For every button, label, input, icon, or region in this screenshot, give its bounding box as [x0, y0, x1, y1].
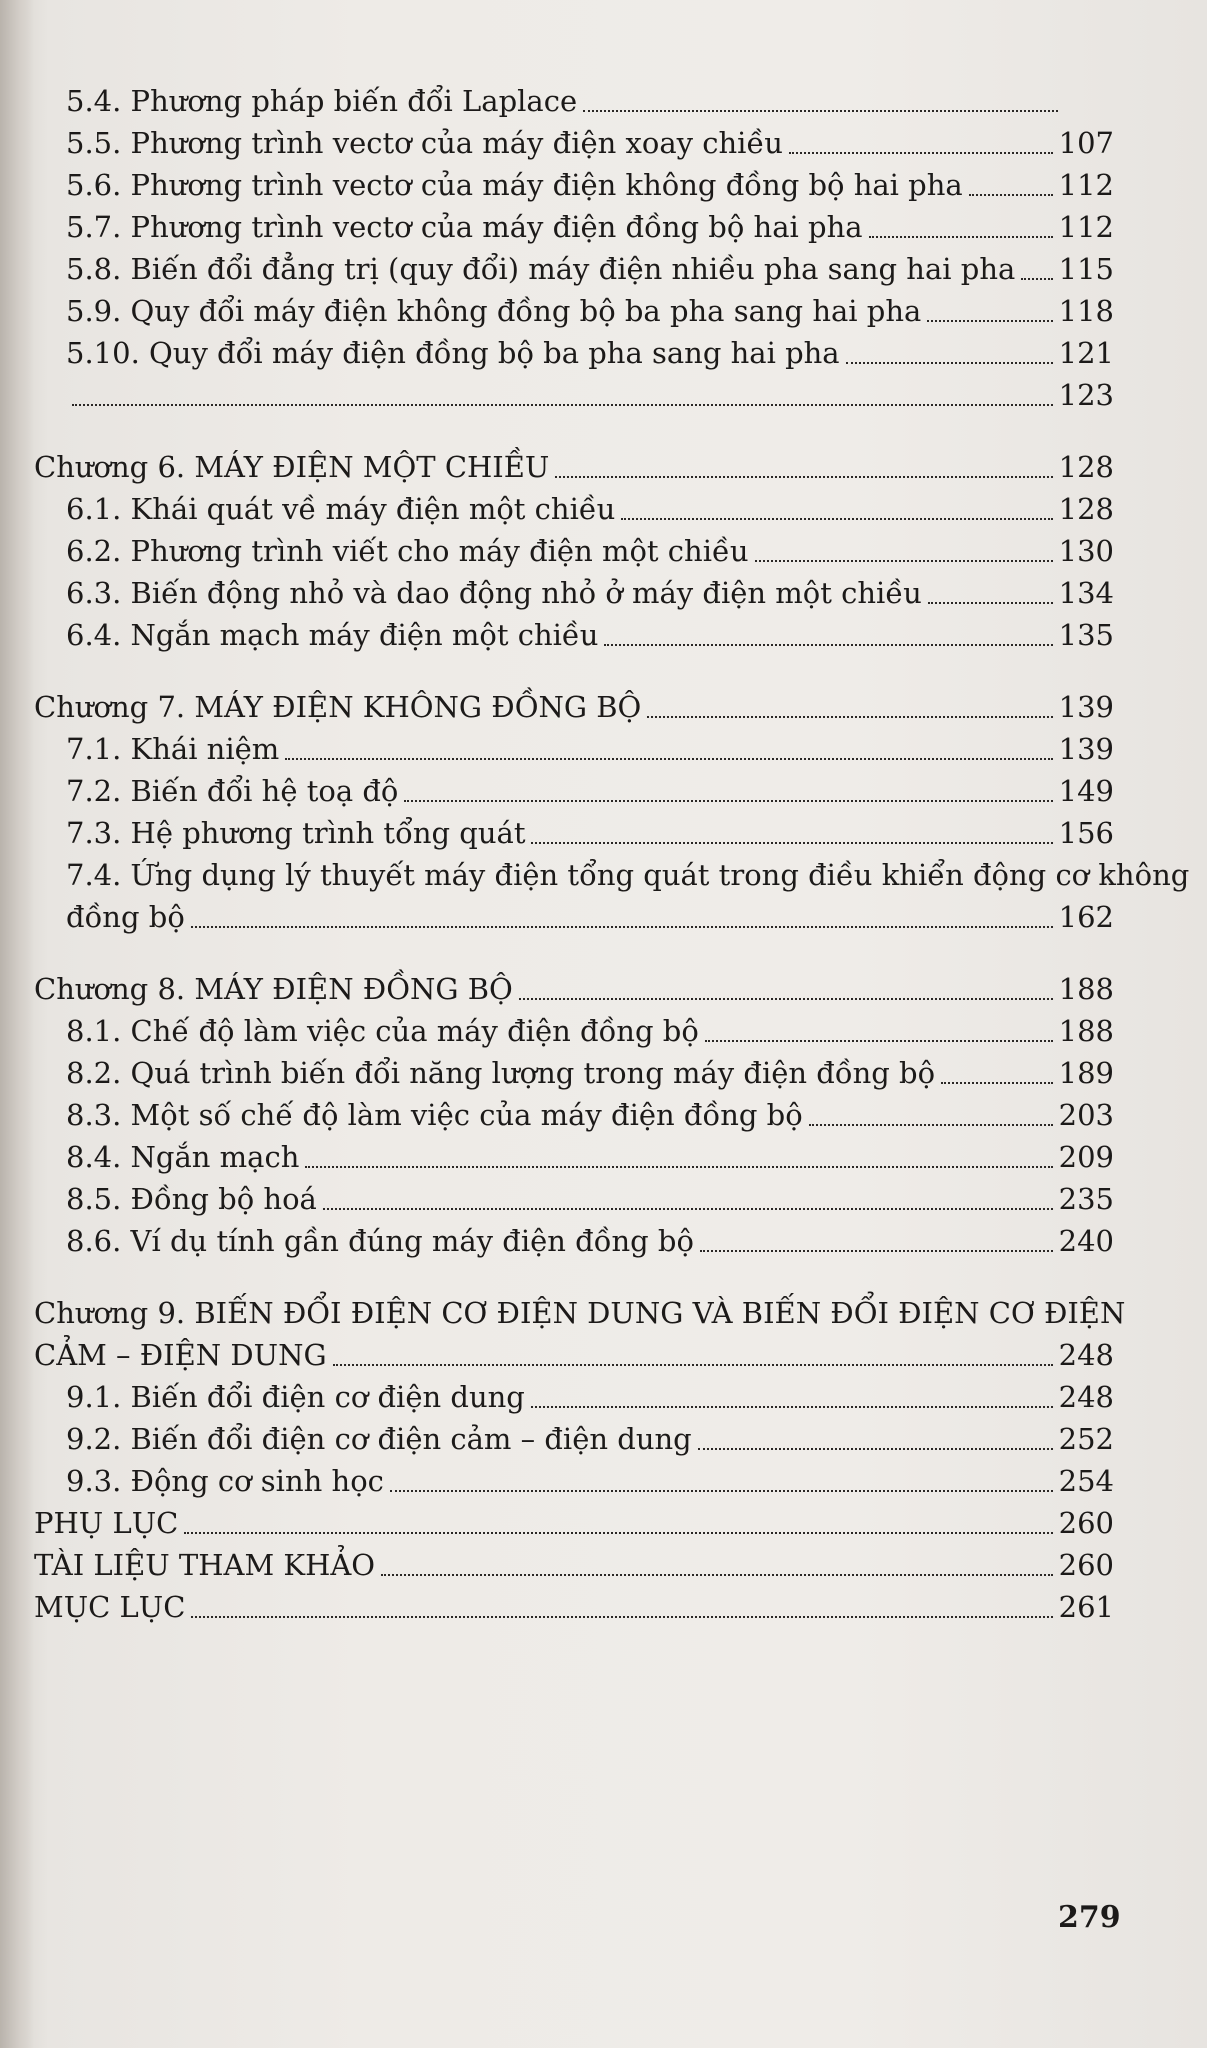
toc-entry-page: 260: [1058, 1506, 1114, 1540]
toc-entry-title: 6.1. Khái quát về máy điện một chiều: [66, 492, 616, 526]
toc-entry-page: 139: [1058, 732, 1114, 766]
toc-entry-title: 9.1. Biến đổi điện cơ điện dung: [66, 1380, 525, 1414]
toc-entry-page: 254: [1058, 1464, 1114, 1498]
toc-entry-7-4: [34, 854, 1190, 896]
dot-leader: [941, 1082, 1053, 1084]
toc-entry-title: 7.4. Ứng dụng lý thuyết máy điện tổng quát trong điều khiển động cơ không: [66, 858, 1190, 892]
toc-chapter-title: Chương 8. MÁY ĐIỆN ĐỒNG BỘ: [34, 972, 513, 1006]
toc-entry-continuation: [34, 374, 1114, 416]
toc-entry-title: 5.9. Quy đổi máy điện không đồng bộ ba pha sang hai pha: [66, 294, 922, 328]
toc-entry-page: 235: [1058, 1182, 1114, 1216]
toc-chapter-9: [34, 1292, 1126, 1334]
dot-leader: [323, 1208, 1053, 1210]
toc-entry-title: 9.3. Động cơ sinh học: [66, 1464, 384, 1498]
toc-entry-page: 107: [1058, 126, 1114, 160]
dot-leader: [647, 716, 1052, 718]
dot-leader: [789, 152, 1053, 154]
toc-entry-title: 8.4. Ngắn mạch: [66, 1140, 300, 1174]
toc-entry-title: 7.2. Biến đổi hệ toạ độ: [66, 774, 399, 808]
dot-leader: [72, 404, 1053, 406]
toc-chapter-title: Chương 6. MÁY ĐIỆN MỘT CHIỀU: [34, 450, 550, 484]
toc-entry-page: 139: [1058, 690, 1114, 724]
toc-chapter-title: CẢM – ĐIỆN DUNG: [34, 1338, 327, 1372]
toc-entry-page: 156: [1058, 816, 1114, 850]
dot-leader: [519, 998, 1053, 1000]
toc-entry-page: 112: [1058, 210, 1114, 244]
toc-entry-page: 123: [1058, 378, 1114, 412]
toc-entry-5-7: [34, 206, 1114, 248]
dot-leader: [191, 1616, 1052, 1618]
dot-leader: [846, 362, 1053, 364]
toc-entry-5-4: [34, 80, 1114, 122]
toc-entry-page: 252: [1058, 1422, 1114, 1456]
toc-entry-title: 5.7. Phương trình vectơ của máy điện đồng bộ hai pha: [66, 210, 863, 244]
dot-leader: [700, 1250, 1053, 1252]
toc-entry-8-6: [34, 1220, 1114, 1262]
dot-leader: [927, 320, 1052, 322]
toc-chapter-9-continued: [34, 1334, 1114, 1376]
table-of-contents: [34, 80, 1190, 1628]
toc-entry-5-9: [34, 290, 1114, 332]
toc-entry-5-5: [34, 122, 1114, 164]
dot-leader: [928, 602, 1053, 604]
toc-entry-page: 240: [1058, 1224, 1114, 1258]
toc-entry-8-2: [34, 1052, 1114, 1094]
dot-leader: [621, 518, 1052, 520]
toc-entry-5-6: [34, 164, 1114, 206]
toc-entry-title: TÀI LIỆU THAM KHẢO: [34, 1548, 376, 1582]
toc-entry-title: 5.4. Phương pháp biến đổi Laplace: [66, 84, 578, 118]
toc-entry-page: 162: [1058, 900, 1114, 934]
toc-entry-5-10: [34, 332, 1114, 374]
toc-entry-page: 128: [1058, 492, 1114, 526]
toc-entry-appendix: [34, 1502, 1114, 1544]
toc-entry-page: 203: [1058, 1098, 1114, 1132]
toc-entry-page: 118: [1058, 294, 1114, 328]
toc-chapter-6: [34, 446, 1114, 488]
spine-shadow: [0, 0, 34, 2048]
toc-entry-page: 209: [1058, 1140, 1114, 1174]
toc-entry-references: [34, 1544, 1114, 1586]
dot-leader: [191, 926, 1053, 928]
toc-chapter-title: Chương 7. MÁY ĐIỆN KHÔNG ĐỒNG BỘ: [34, 690, 642, 724]
dot-leader: [604, 644, 1052, 646]
dot-leader: [755, 560, 1053, 562]
toc-entry-page: 248: [1058, 1380, 1114, 1414]
dot-leader: [809, 1124, 1053, 1126]
dot-leader: [285, 758, 1052, 760]
toc-entry-8-3: [34, 1094, 1114, 1136]
toc-entry-title: 7.3. Hệ phương trình tổng quát: [66, 816, 526, 850]
toc-entry-5-8: [34, 248, 1114, 290]
toc-entry-title: PHỤ LỤC: [34, 1506, 179, 1540]
toc-entry-7-3: [34, 812, 1114, 854]
dot-leader: [531, 1406, 1053, 1408]
toc-chapter-7: [34, 686, 1114, 728]
toc-entry-8-5: [34, 1178, 1114, 1220]
toc-entry-title: 8.1. Chế độ làm việc của máy điện đồng bộ: [66, 1014, 699, 1048]
toc-entry-page: 115: [1058, 252, 1114, 286]
dot-leader: [333, 1364, 1053, 1366]
toc-entry-6-1: [34, 488, 1114, 530]
toc-entry-title: 9.2. Biến đổi điện cơ điện cảm – điện dung: [66, 1422, 692, 1456]
toc-entry-7-4-continued: [34, 896, 1114, 938]
toc-entry-page: 130: [1058, 534, 1114, 568]
toc-entry-title: 8.2. Quá trình biến đổi năng lượng trong máy điện đồng bộ: [66, 1056, 936, 1090]
toc-entry-title: 5.6. Phương trình vectơ của máy điện không đồng bộ hai pha: [66, 168, 963, 202]
dot-leader: [381, 1574, 1053, 1576]
toc-entry-6-3: [34, 572, 1114, 614]
toc-entry-page: 188: [1058, 972, 1114, 1006]
toc-entry-title: 8.5. Đồng bộ hoá: [66, 1182, 317, 1216]
dot-leader: [305, 1166, 1052, 1168]
toc-entry-title: 6.2. Phương trình viết cho máy điện một chiều: [66, 534, 749, 568]
toc-entry-title: 7.1. Khái niệm: [66, 732, 280, 766]
dot-leader: [184, 1532, 1052, 1534]
toc-entry-9-1: [34, 1376, 1114, 1418]
toc-entry-9-3: [34, 1460, 1114, 1502]
toc-entry-page: 121: [1058, 336, 1114, 370]
toc-entry-6-4: [34, 614, 1114, 656]
toc-entry-8-1: [34, 1010, 1114, 1052]
dot-leader: [583, 110, 1058, 112]
toc-chapter-8: [34, 968, 1114, 1010]
dot-leader: [555, 476, 1052, 478]
toc-entry-title: 6.3. Biến động nhỏ và dao động nhỏ ở máy điện một chiều: [66, 576, 922, 610]
toc-entry-title: đồng bộ: [66, 900, 185, 934]
toc-entry-8-4: [34, 1136, 1114, 1178]
toc-entry-title: 5.10. Quy đổi máy điện đồng bộ ba pha sang hai pha: [66, 336, 840, 370]
toc-entry-title: 6.4. Ngắn mạch máy điện một chiều: [66, 618, 599, 652]
toc-entry-title: MỤC LỤC: [34, 1590, 186, 1624]
toc-entry-page: 128: [1058, 450, 1114, 484]
toc-entry-7-2: [34, 770, 1114, 812]
dot-leader: [404, 800, 1052, 802]
dot-leader: [705, 1040, 1053, 1042]
toc-entry-title: 5.8. Biến đổi đẳng trị (quy đổi) máy điện nhiều pha sang hai pha: [66, 252, 1016, 286]
dot-leader: [869, 236, 1053, 238]
toc-entry-9-2: [34, 1418, 1114, 1460]
toc-chapter-title: Chương 9. BIẾN ĐỔI ĐIỆN CƠ ĐIỆN DUNG VÀ BIẾN ĐỔI ĐIỆN CƠ ĐIỆN: [34, 1296, 1126, 1330]
toc-entry-page: 149: [1058, 774, 1114, 808]
toc-entry-page: 260: [1058, 1548, 1114, 1582]
toc-entry-title: 8.3. Một số chế độ làm việc của máy điện đồng bộ: [66, 1098, 803, 1132]
toc-entry-page: 248: [1058, 1338, 1114, 1372]
toc-entry-page: 112: [1058, 168, 1114, 202]
toc-entry-contents: [34, 1586, 1114, 1628]
dot-leader: [969, 194, 1053, 196]
toc-entry-7-1: [34, 728, 1114, 770]
toc-entry-page: 135: [1058, 618, 1114, 652]
toc-entry-page: 188: [1058, 1014, 1114, 1048]
dot-leader: [1021, 278, 1052, 280]
toc-entry-page: 134: [1058, 576, 1114, 610]
page-number: 279: [1058, 1900, 1121, 1935]
toc-entry-title: 8.6. Ví dụ tính gần đúng máy điện đồng bộ: [66, 1224, 694, 1258]
toc-entry-title: 5.5. Phương trình vectơ của máy điện xoay chiều: [66, 126, 783, 160]
toc-entry-page: 261: [1058, 1590, 1114, 1624]
toc-entry-page: 189: [1058, 1056, 1114, 1090]
dot-leader: [698, 1448, 1053, 1450]
dot-leader: [390, 1490, 1053, 1492]
toc-entry-6-2: [34, 530, 1114, 572]
dot-leader: [531, 842, 1052, 844]
